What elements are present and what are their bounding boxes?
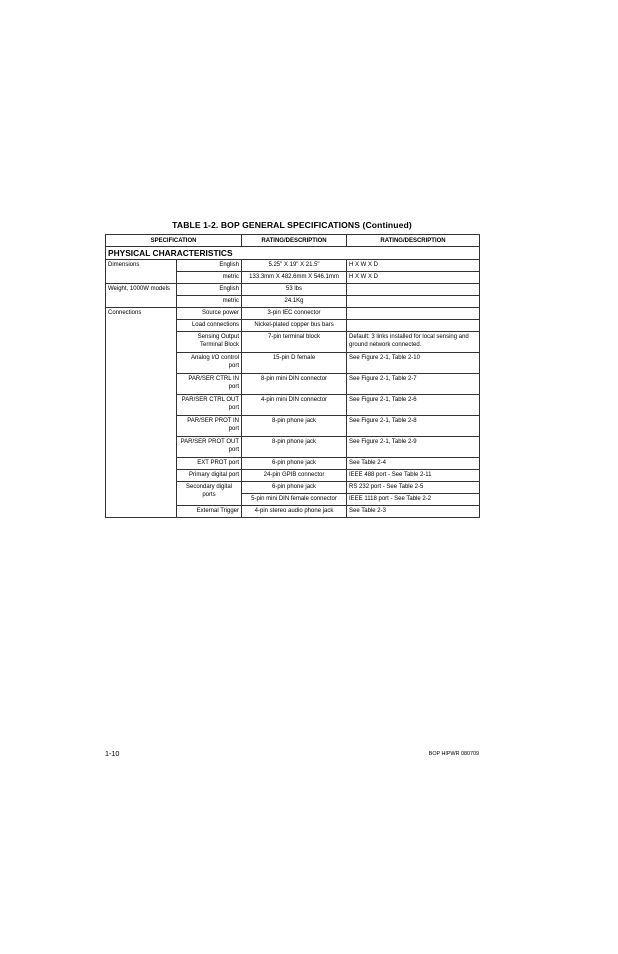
row-rating: 4-pin stereo audio phone jack xyxy=(242,506,347,518)
row-description: H X W X D xyxy=(347,272,480,284)
row-description: RS 232 port - See Table 2-5 xyxy=(347,482,480,494)
row-subspec: Sensing Output Terminal Block xyxy=(177,332,242,353)
row-spec xyxy=(106,272,177,284)
row-rating: 15-pin D female xyxy=(242,353,347,374)
row-subspec: PAR/SER CTRL OUT port xyxy=(177,395,242,416)
row-subspec: PAR/SER PROT OUT port xyxy=(177,437,242,458)
row-subspec: Primary digital port xyxy=(177,470,242,482)
section-row xyxy=(106,247,480,260)
row-description: See Table 2-4 xyxy=(347,458,480,470)
row-rating: 8-pin mini DIN connector xyxy=(242,374,347,395)
row-rating: 3-pin IEC connector xyxy=(242,308,347,320)
row-rating: 24.1Kg xyxy=(242,296,347,308)
row-subspec-secondary: Secondary digital ports xyxy=(177,482,242,506)
row-rating: 5-pin mini DIN female connector xyxy=(242,494,347,506)
table-title: TABLE 1-2. BOP GENERAL SPECIFICATIONS (Continued) xyxy=(172,220,412,230)
table-header-row xyxy=(106,235,480,247)
table-row xyxy=(106,260,480,272)
row-subspec: PAR/SER CTRL IN port xyxy=(177,374,242,395)
row-description: See Figure 2-1, Table 2-10 xyxy=(347,353,480,374)
row-description xyxy=(347,308,480,320)
row-rating: 24-pin GPIB connector xyxy=(242,470,347,482)
row-subspec: English xyxy=(177,284,242,296)
row-description: Default: 3 links installed for local sensing and ground network connected. xyxy=(347,332,480,353)
row-rating: 133.3mm X 482.6mm X 546.1mm xyxy=(242,272,347,284)
row-rating: 4-pin mini DIN connector xyxy=(242,395,347,416)
row-subspec: PAR/SER PROT IN port xyxy=(177,416,242,437)
section-title: PHYSICAL CHARACTERISTICS xyxy=(106,247,480,260)
row-subspec: Load connections xyxy=(177,320,242,332)
row-rating: 5.25" X 19" X 21.5" xyxy=(242,260,347,272)
row-subspec: English xyxy=(177,260,242,272)
row-rating: 8-pin phone jack xyxy=(242,416,347,437)
row-subspec: Analog I/O control port xyxy=(177,353,242,374)
table-row xyxy=(106,272,480,284)
table-row xyxy=(106,284,480,296)
table-row xyxy=(106,308,480,320)
row-rating: 8-pin phone jack xyxy=(242,437,347,458)
row-subspec: metric xyxy=(177,296,242,308)
row-description: H X W X D xyxy=(347,260,480,272)
row-description: See Figure 2-1, Table 2-6 xyxy=(347,395,480,416)
row-spec xyxy=(106,296,177,308)
header-specification: SPECIFICATION xyxy=(106,235,242,247)
row-rating: 7-pin terminal block xyxy=(242,332,347,353)
document-id: BOP HIPWR 080709 xyxy=(428,751,479,757)
row-rating: 6-pin phone jack xyxy=(242,482,347,494)
table-row xyxy=(106,296,480,308)
row-rating: Nickel-plated copper bus bars xyxy=(242,320,347,332)
row-subspec: Source power xyxy=(177,308,242,320)
row-description: See Figure 2-1, Table 2-7 xyxy=(347,374,480,395)
row-spec: Dimensions xyxy=(106,260,177,272)
row-description xyxy=(347,320,480,332)
row-spec: Weight, 1000W models xyxy=(106,284,177,296)
row-description: See Figure 2-1, Table 2-9 xyxy=(347,437,480,458)
header-rating-2: RATING/DESCRIPTION xyxy=(347,235,480,247)
row-subspec: External Trigger xyxy=(177,506,242,518)
row-description xyxy=(347,296,480,308)
row-rating: 53 lbs xyxy=(242,284,347,296)
row-description: IEEE 1118 port - See Table 2-2 xyxy=(347,494,480,506)
row-subspec: metric xyxy=(177,272,242,284)
row-description: IEEE 488 port - See Table 2-11 xyxy=(347,470,480,482)
row-description: See Table 2-3 xyxy=(347,506,480,518)
row-rating: 6-pin phone jack xyxy=(242,458,347,470)
row-description: See Figure 2-1, Table 2-8 xyxy=(347,416,480,437)
page-number: 1-10 xyxy=(105,749,120,758)
spec-table xyxy=(105,234,480,518)
row-subspec: EXT PROT port xyxy=(177,458,242,470)
header-rating-1: RATING/DESCRIPTION xyxy=(242,235,347,247)
row-spec-connections: Connections xyxy=(106,308,177,518)
row-description xyxy=(347,284,480,296)
